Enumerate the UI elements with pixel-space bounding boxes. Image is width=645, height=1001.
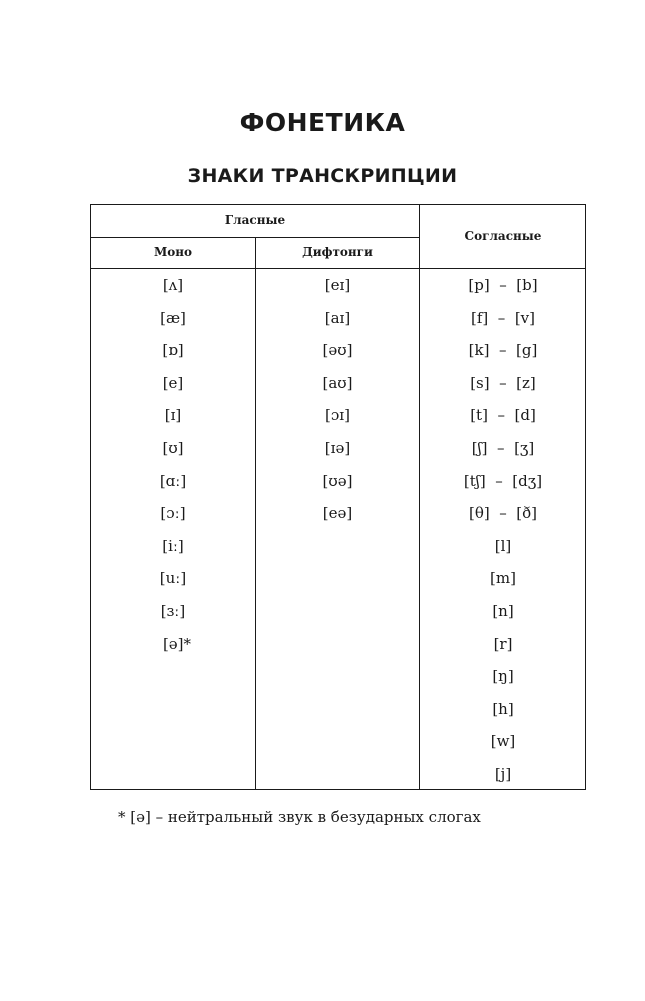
- diphthong-symbol: [ʊə]: [322, 471, 353, 490]
- page-subtitle: ЗНАКИ ТРАНСКРИПЦИИ: [187, 165, 458, 187]
- mono-symbol: [ɑː]: [159, 471, 187, 490]
- consonant-pair: [t] – [d]: [470, 406, 536, 425]
- consonant-symbol: [r]: [493, 634, 513, 653]
- mono-symbol: [ə]*: [162, 634, 192, 653]
- mono-symbol: [e]: [162, 373, 184, 392]
- mono-symbol: [ʊ]: [162, 438, 184, 457]
- divider-vowels-header: [91, 237, 419, 238]
- diphthong-symbol: [aʊ]: [322, 373, 353, 392]
- consonant-symbol: [m]: [490, 569, 516, 588]
- consonant-symbol: [ŋ]: [492, 667, 514, 686]
- consonant-symbol: [l]: [494, 536, 512, 555]
- consonant-pair: [p] – [b]: [468, 276, 538, 294]
- header-mono: Моно: [153, 245, 193, 259]
- mono-symbol: [ɪ]: [164, 406, 182, 425]
- mono-symbol: [æ]: [160, 308, 186, 327]
- header-vowels: Гласные: [224, 213, 286, 227]
- mono-symbol: [ʌ]: [162, 276, 184, 294]
- mono-symbol: [iː]: [162, 536, 184, 555]
- mono-symbol: [ɒ]: [162, 341, 184, 360]
- diphthong-symbol: [aɪ]: [324, 308, 351, 327]
- consonant-symbol: [w]: [490, 732, 516, 751]
- header-consonants: Согласные: [464, 229, 542, 243]
- mono-column: [91, 277, 255, 668]
- consonant-pair: [ʃ] – [ʒ]: [471, 438, 535, 457]
- mono-symbol: [uː]: [159, 569, 187, 588]
- consonant-pair: [k] – [g]: [468, 341, 538, 360]
- diphthong-symbol: [eə]: [322, 504, 353, 523]
- page-title: ФОНЕТИКА: [239, 108, 406, 137]
- diphthong-symbol: [ɔɪ]: [325, 406, 350, 425]
- mono-symbol: [ɜː]: [160, 601, 186, 620]
- consonant-pair: [s] – [z]: [470, 373, 536, 392]
- consonant-pair: [f] – [v]: [470, 308, 535, 327]
- consonant-pair: [tʃ] – [dʒ]: [463, 471, 543, 490]
- diphthongs-column: [256, 277, 419, 538]
- footnote: * [ə] – нейтральный звук в безударных слогах: [118, 808, 481, 826]
- mono-symbol: [ɔː]: [160, 504, 186, 523]
- consonants-column: [420, 277, 586, 799]
- diphthong-symbol: [əʊ]: [322, 341, 353, 360]
- consonant-pair: [θ] – [ð]: [468, 504, 538, 523]
- consonant-symbol: [h]: [492, 699, 514, 718]
- consonant-symbol: [n]: [492, 601, 514, 620]
- consonant-symbol: [j]: [494, 764, 512, 783]
- diphthong-symbol: [ɪə]: [324, 438, 351, 457]
- divider-header-body: [91, 268, 585, 269]
- diphthong-symbol: [eɪ]: [324, 276, 351, 294]
- header-diphthongs: Дифтонги: [302, 245, 373, 259]
- transcription-table: [90, 204, 586, 790]
